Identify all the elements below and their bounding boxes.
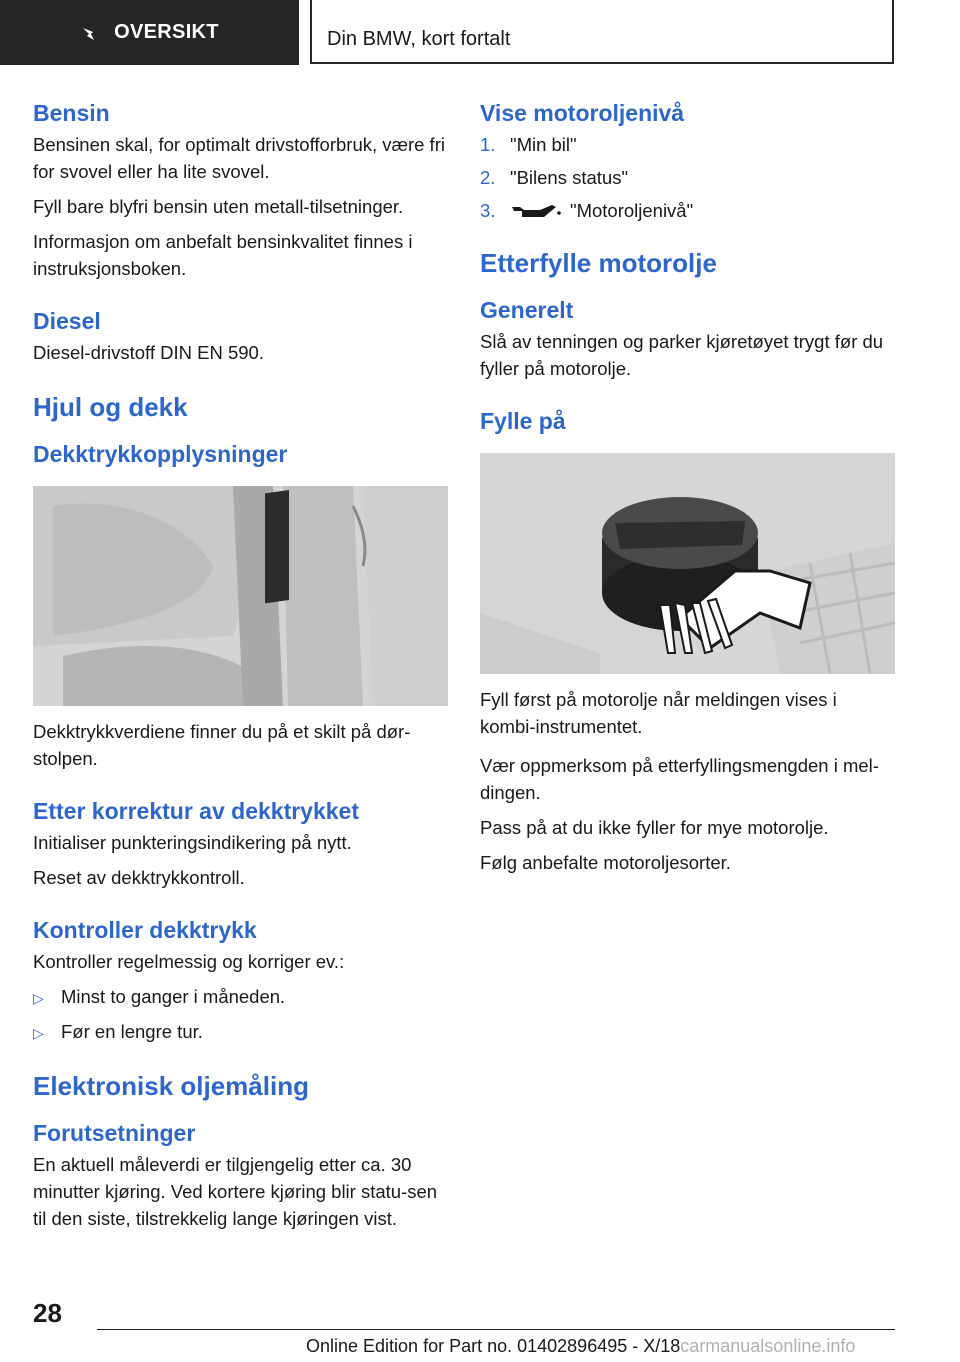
oil-cap-image: [480, 453, 895, 674]
paragraph: Reset av dekktrykkontroll.: [33, 867, 245, 888]
paragraph: Slå av tenningen og parker kjøretøyet trygt før du fyller på motorolje.: [480, 331, 884, 379]
triangle-bullet-icon: ▷: [33, 1025, 44, 1041]
watermark: carmanualsonline.info: [680, 1336, 856, 1356]
left-column: [33, 100, 448, 1240]
paragraph: Fyll bare blyfri bensin uten metall-tilsetninger.: [33, 196, 404, 217]
door-pillar-image: [33, 486, 448, 706]
paragraph: Følg anbefalte motoroljesorter.: [480, 852, 731, 873]
paragraph: Initialiser punkteringsindikering på nytt.: [33, 832, 352, 853]
paragraph: Pass på at du ikke fyller for mye motorolje.: [480, 817, 829, 838]
paragraph: Kontroller regelmessig og korriger ev.:: [33, 951, 345, 972]
oil-can-icon: [510, 201, 562, 221]
page-number: 28: [33, 1298, 62, 1328]
list-item: 2. "Bilens status": [480, 167, 629, 188]
chapter-title: Din BMW, kort fortalt: [327, 28, 511, 50]
paragraph: Bensinen skal, for optimalt drivstofforbruk, være fri for svovel eller ha lite svovel.: [33, 134, 445, 182]
list-item: 1. "Min bil": [480, 134, 577, 155]
paragraph: Informasjon om anbefalt bensinkvalitet finnes i instruksjonsboken.: [33, 231, 413, 279]
section-tab-label: OVERSIKT: [114, 21, 219, 43]
heading-dekktrykkopplysninger: Dekktrykkopplysninger: [33, 441, 288, 467]
heading-etterfylle-motorolje: Etterfylle motorolje: [480, 248, 717, 278]
heading-hjul-og-dekk: Hjul og dekk: [33, 392, 188, 422]
chapter-title-box: [310, 0, 894, 64]
car-zap-icon: [80, 23, 100, 43]
footer-rule: [97, 1329, 895, 1330]
list-item: 3. "Motoroljenivå": [480, 200, 694, 221]
heading-fylle-pa: Fylle på: [480, 408, 566, 434]
heading-elektronisk-oljemaling: Elektronisk oljemåling: [33, 1071, 309, 1101]
heading-diesel: Diesel: [33, 308, 101, 334]
heading-kontroller-dekktrykk: Kontroller dekktrykk: [33, 917, 257, 943]
triangle-bullet-icon: ▷: [33, 990, 44, 1006]
image-caption: Dekktrykkverdiene finner du på et skilt på dør-stolpen.: [33, 721, 411, 769]
paragraph: En aktuell måleverdi er tilgjengelig etter ca. 30 minutter kjøring. Ved kortere kjøring blir statu-sen til den siste, tilstrekkelig lange kjøringen vist.: [33, 1154, 438, 1229]
list-item: ▷ Minst to ganger i måneden.: [33, 983, 448, 1012]
edition-text: Online Edition for Part no. 01402896495 - X/18: [306, 1336, 681, 1356]
heading-vise-motoroljeniva: Vise motoroljenivå: [480, 100, 685, 126]
paragraph: Diesel-drivstoff DIN EN 590.: [33, 342, 264, 363]
section-tab[interactable]: [0, 0, 299, 65]
right-column: [480, 100, 895, 884]
footer-text: [306, 1336, 855, 1357]
paragraph: Fyll først på motorolje når meldingen vises i kombi-instrumentet.: [480, 689, 837, 737]
heading-generelt: Generelt: [480, 297, 574, 323]
paragraph: Vær oppmerksom på etterfyllingsmengden i mel-dingen.: [480, 755, 879, 803]
heading-forutsetninger: Forutsetninger: [33, 1120, 196, 1146]
heading-bensin: Bensin: [33, 100, 110, 126]
list-item: ▷ Før en lengre tur.: [33, 1018, 448, 1047]
heading-etter-korrektur: Etter korrektur av dekktrykket: [33, 798, 359, 824]
